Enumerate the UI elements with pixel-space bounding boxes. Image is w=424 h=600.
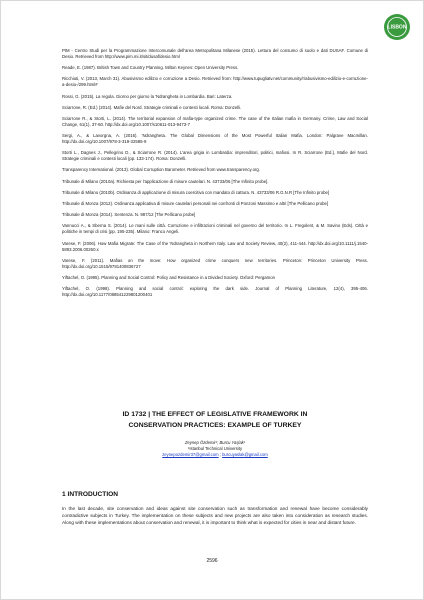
- paper-title: [62, 409, 368, 431]
- reference-entry: Ricchiuti, V. (2013, March 31). Abusivismo edilizio e corruzione a Desio. Retrieved from: http://www.tupugliatv.net/community/r/abusivismo-edilizio-e-corruzione-a-desio-/299.html#: [62, 76, 368, 88]
- page-number: 2596: [206, 558, 218, 564]
- reference-entry: Reade, E. (1987). British Town and Country Planning. Milton Keynes: Open University Press.: [62, 65, 239, 71]
- reference-entry: Rossi, G. (2015). La regola. Giorno per giorno la 'Ndrangheta in Lombardia. Bari: Laterza.: [62, 93, 233, 99]
- logo-text: LISBON: [387, 24, 407, 31]
- author-names: Zeynep Özdemir¹; Burcu Yaşlak¹: [184, 440, 246, 445]
- email-link[interactable]: zeynepozdemir37@gmail.com: [162, 452, 219, 458]
- conference-logo-icon: [383, 13, 411, 41]
- reference-entry: Vannucci A., & Sberna S. (2014). Le mani sulle città. Corruzione e infiltrazioni criminali nel governo del territorio. In L. Fregolent, & M. Savino (Eds). Città e politiche in tempi di crisi (pp. 195-235). Milano: Franco Angeli.: [62, 223, 368, 235]
- section-body: In the last decade, site conservation and ideas against site conservation such as transformation and renewal have become considerably contradictive subjects in Turkey. The implementation on these subjects and new projects are also taken into consideration as research studies. Along with these implementations about conservation and renewal, it is important to think what is expected for cities in near and distant future.: [62, 506, 368, 525]
- reference-entry: Sergi, A., & Lavorgna, A. (2016). 'Ndrangheta. The Global Dimensions of the Most Powerful Italian Mafia. London: Palgrave Macmillan. http://dx.doi.org/10.1007/978-3-319-32585-9: [62, 133, 368, 144]
- paper-title-line: CONSERVATION PRACTICES: EXAMPLE OF TURKEY: [128, 422, 302, 430]
- author-block: [62, 440, 368, 458]
- reference-entry: Yiftachel, O. (1995). Planning and Social Control: Policy and Resistance in a Divided Society. Oxford: Pergamon: [62, 274, 276, 280]
- reference-entry: PIM - Centro Studi per la Programmazione Intercomunale dell'area Metropolitana Milanese (2015). Lettura del consumo di suolo e dati DUSAF. Comune di Desio. Retrieved from http://www.pim.mi.it/sit/dusaf/desio.html: [62, 48, 368, 59]
- reference-list: [62, 48, 368, 303]
- reference-entry: Tribunale di Milano (2010a). Richiesta per l'applicazione di misure cautelari. N. 43733/06 [The Infinito probe].: [62, 178, 269, 184]
- email-link[interactable]: burcuyaslak@gmail.com: [222, 452, 268, 458]
- reference-entry: Tribunale di Monza (2012). Ordinanza applicativa di misure cautelari personali nei confronti di Ponzoni Massimo e altri [The Pellicano probe]: [62, 201, 329, 207]
- reference-entry: Tribunale di Milano (2010b). Ordinanza di applicazione di misura coercitiva con mandato di cattura. N. 43733/06 R.G.N.R [The Infinito probe]: [62, 189, 330, 195]
- author-emails: [62, 452, 368, 458]
- reference-entry: Tribunale di Monza (2014). Sentenza. N. 987/12 [The Pellicano probe]: [62, 212, 196, 218]
- email-separator: ;: [218, 452, 223, 458]
- reference-entry: Varese, F. (2006). How Mafia Migrate: The Case of the 'Ndrangheta in Northern Italy. Law and Society Review, 40(2), 411-444. http://dx.doi.org/10.1111/j.1540-5893.2006.00260.x: [62, 240, 368, 252]
- reference-entry: Sciarrone R., & Storti, L. (2014). The territorial expansion of mafia-type organized crime. The case of the Italian mafia in Germany. Crime, Law and Social Change, 61(1), 37-60. http://dx.doi.org/10.1007/s10611-013-9473-7: [62, 115, 368, 127]
- author-affiliation: ¹Istanbul Technical University: [187, 446, 243, 452]
- reference-entry: Transparency International. (2013). Global Corruption Barometer. Retrieved from www.transparency.org.: [62, 167, 260, 173]
- reference-entry: Yiftachel, O. (1998). Planning and social control: exploring the dark side. Journal of Planning Literature, 12(4), 395-406. http://dx.doi.org/10.1177/088541229801200401: [62, 286, 368, 298]
- reference-entry: Storti L., Dagnes J., Pellegrino D., & Sciarrone R. (2014). L'area grigia in Lombardia: imprenditori, politici, mafiosi. In R. Sciarrone (Ed.), Mafie del Nord. Strategie criminali e contesti locali (pp. 133-174). Roma: Donzelli.: [62, 150, 368, 162]
- section-heading: 1 INTRODUCTION: [62, 491, 119, 498]
- reference-entry: Varese, F. (2011). Mafias on the move: How organized crime conquers new territories. Princeton: Princeton University Press. http://dx.doi.org/10.1515/9781400836727: [62, 257, 368, 269]
- reference-entry: Sciarrone, R. (Ed.) (2014). Mafie del Nord. Strategie criminali e contesti locali. Roma: Donzelli.: [62, 104, 242, 110]
- paper-title-line: ID 1732 | THE EFFECT OF LEGISLATIVE FRAMEWORK IN: [122, 411, 308, 418]
